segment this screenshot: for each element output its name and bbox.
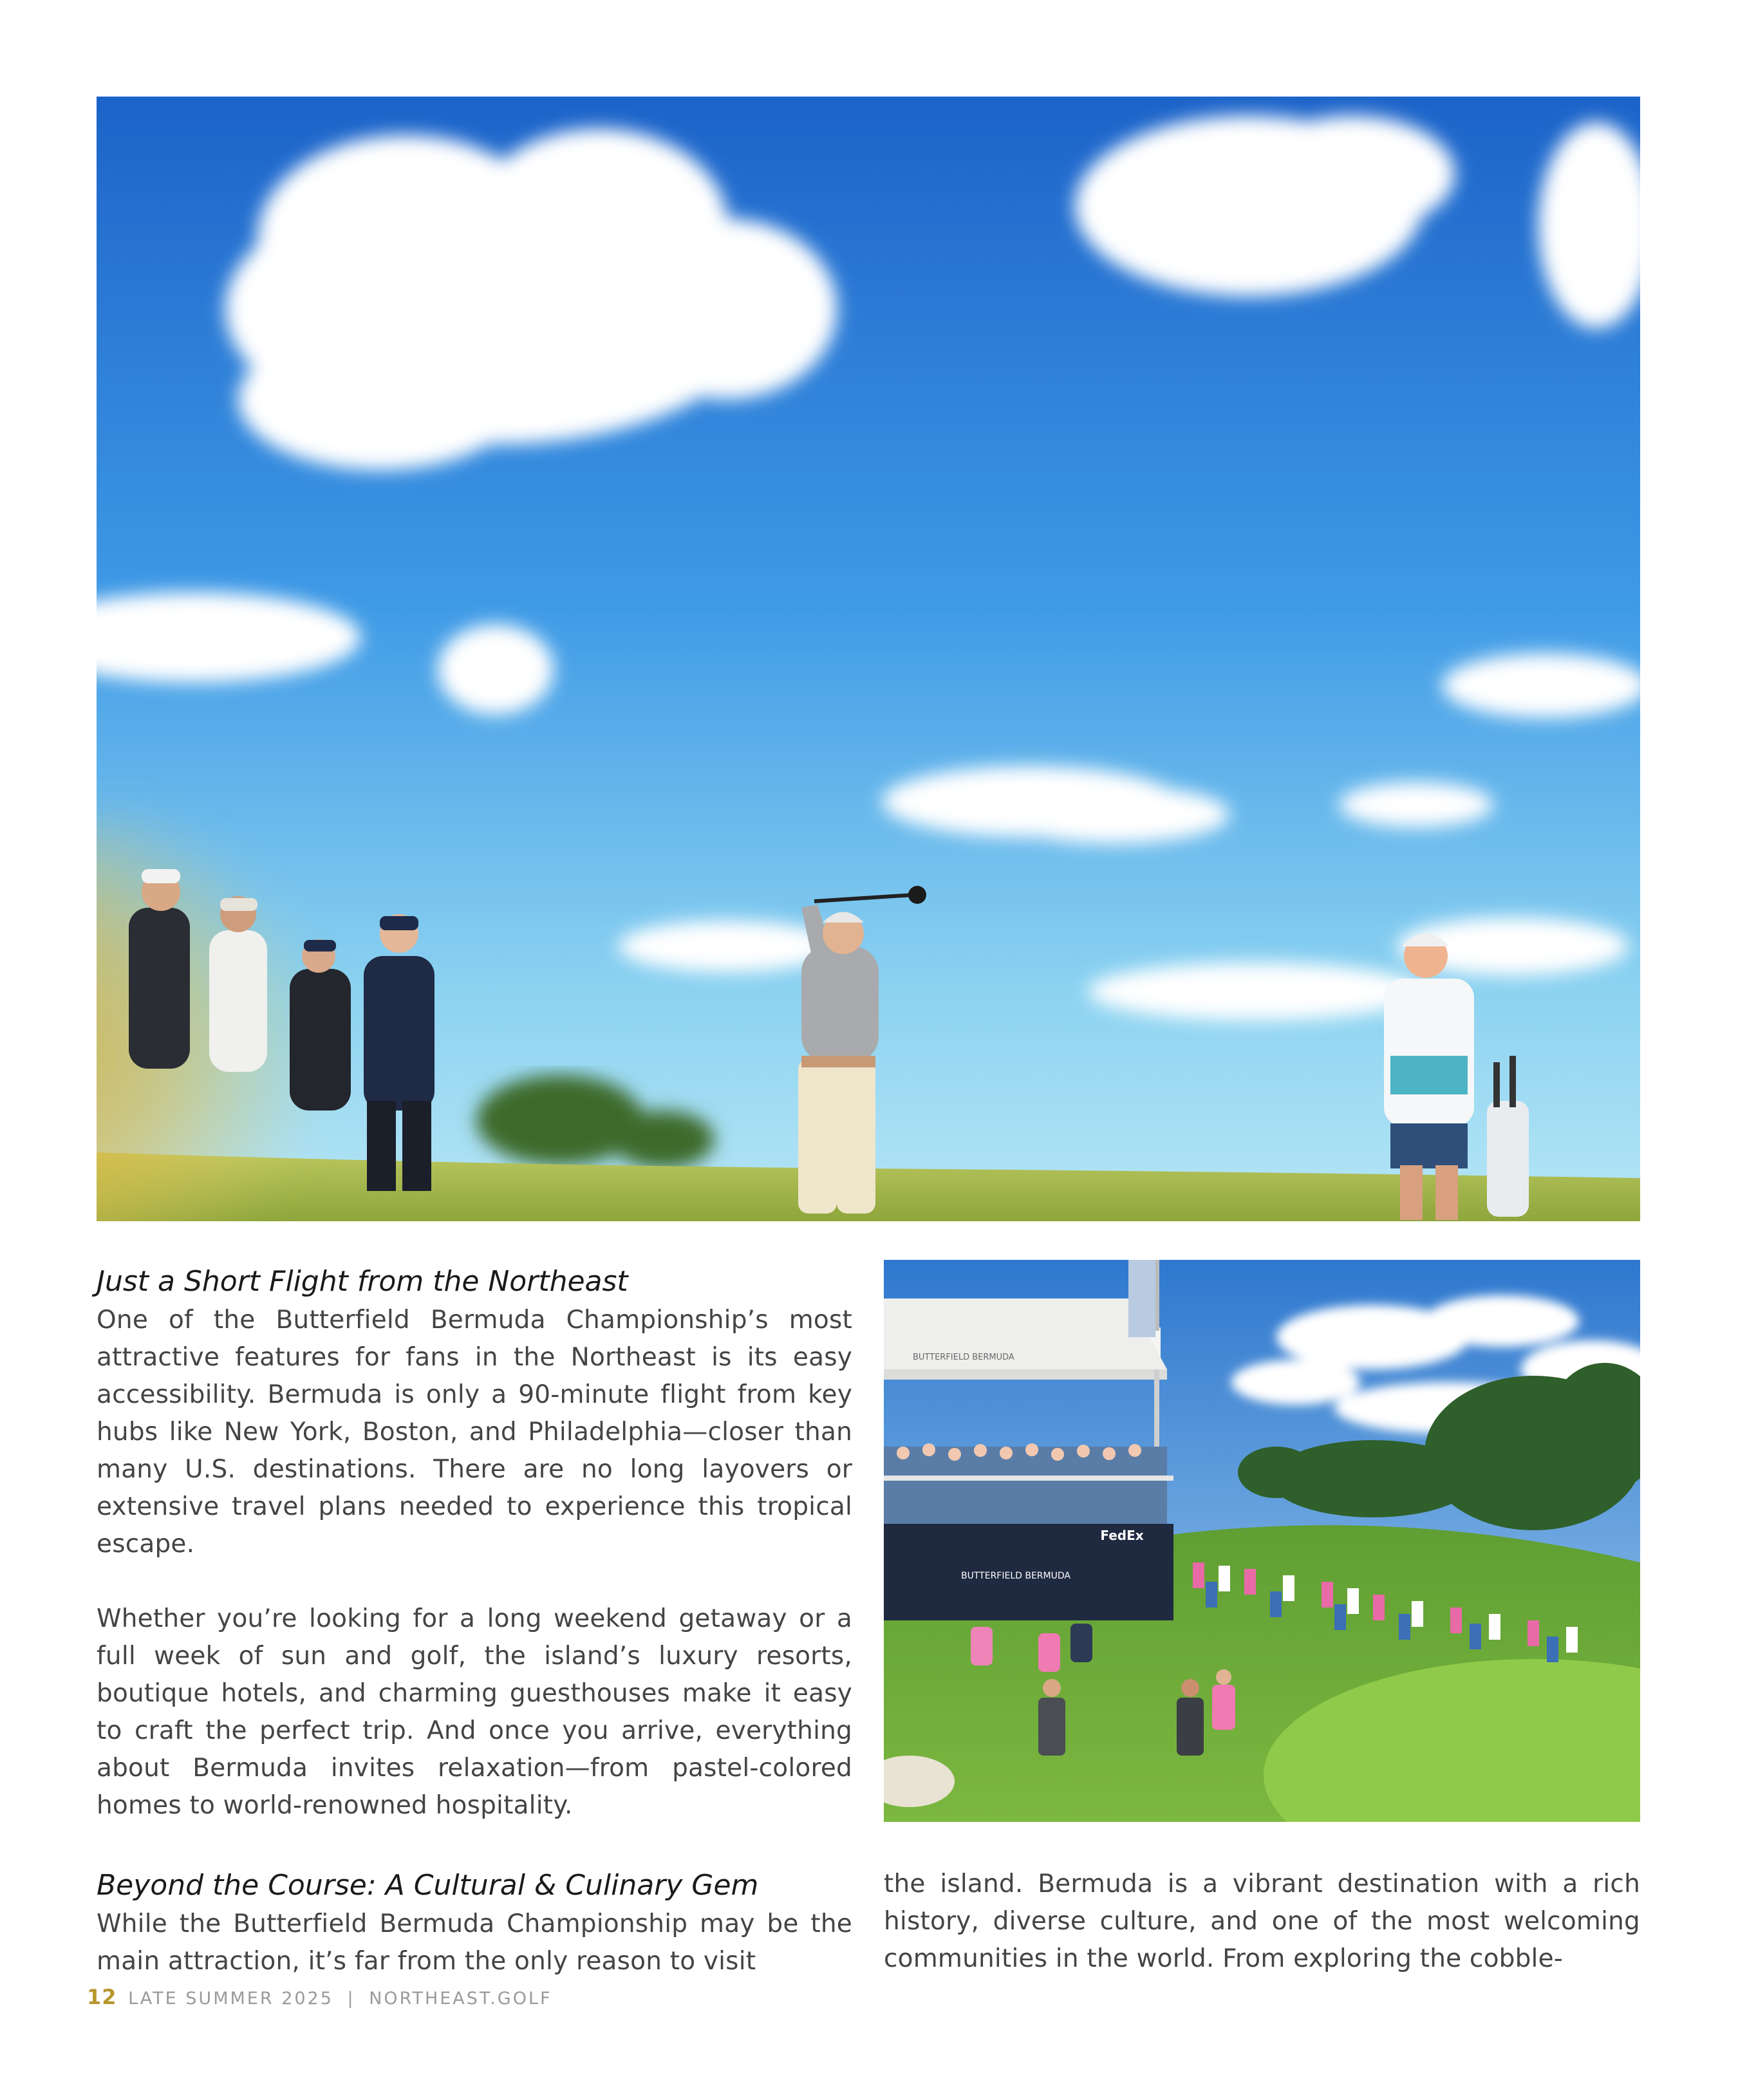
tent-sign-text: BUTTERFIELD BERMUDA	[913, 1353, 1014, 1362]
folio-separator: |	[347, 1989, 355, 2009]
page-number: 12	[87, 1985, 117, 2009]
article-column-left-lower	[97, 1866, 852, 1980]
sponsor-logo-text: FedEx	[1100, 1528, 1144, 1543]
section-heading-beyond-course: Beyond the Course: A Cultural & Culinary Gem	[97, 1869, 759, 1902]
hero-photo	[97, 97, 1640, 1221]
page-folio	[87, 1985, 552, 2009]
site-link[interactable]: NORTHEAST.GOLF	[369, 1989, 552, 2009]
hero-photo-illustration	[97, 97, 1640, 1221]
paragraph-accessibility: One of the Butterfield Bermuda Championship’s most attractive features for fans in the Northeast is its easy accessibility. Bermuda is only a 90-minute flight from key hubs like New York, Boston, and Philadelphia—closer than many U.S. destinations. There are no long layovers or extensive travel plans needed to experience this tropical escape.	[97, 1306, 852, 1559]
paragraph-culture-continued: the island. Bermuda is a vibrant destination with a rich history, diverse culture, and one of the most welcoming communities in the world. From exploring the cobble-	[884, 1870, 1640, 1973]
paragraph-culture-start: While the Butterfield Bermuda Championship may be the main attraction, it’s far from the only reason to visit	[97, 1909, 852, 1976]
article-column-right	[884, 1866, 1640, 1978]
crowd-photo	[884, 1260, 1640, 1822]
article-column-left	[97, 1262, 852, 1824]
paragraph-getaway: Whether you’re looking for a long weekend getaway or a full week of sun and golf, the island’s luxury resorts, boutique hotels, and charming guesthouses make it easy to craft the perfect trip. And once you arrive, everything about Bermuda invites relaxation—from pastel-colored homes to world-renowned hospitality.	[97, 1604, 852, 1820]
issue-label: LATE SUMMER 2025	[128, 1989, 333, 2009]
section-heading-short-flight: Just a Short Flight from the Northeast	[97, 1265, 628, 1298]
crowd-photo-illustration	[884, 1260, 1640, 1822]
tent-banner-text: BUTTERFIELD BERMUDA	[961, 1571, 1070, 1581]
